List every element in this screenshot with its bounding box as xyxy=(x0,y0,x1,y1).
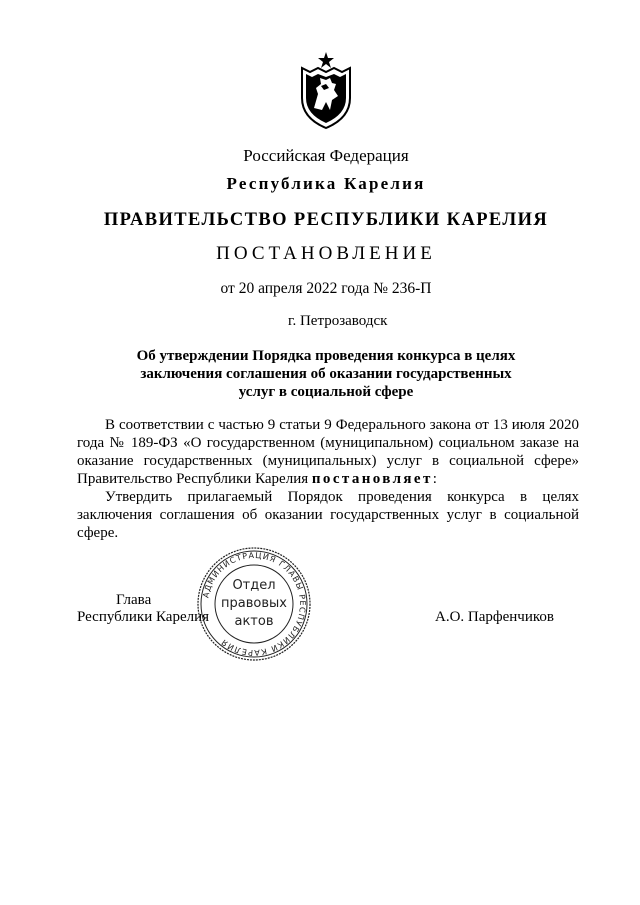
stamp-line: актов xyxy=(234,614,274,629)
document-subject xyxy=(0,347,640,401)
signer-title-line1: Глава xyxy=(116,592,152,608)
subject-line: услуг в социальной сфере xyxy=(238,384,414,400)
legal-department-stamp xyxy=(195,545,313,663)
preamble-paragraph xyxy=(77,416,579,488)
preamble-text: В соответствии с частью 9 статьи 9 Федерального закона от 13 июля 2020 года № 189-ФЗ «О государственном (муниципальном) социальном заказе на оказание государственных (муниципальных) услуг в социальной сфере» Правительство Республики Карелия xyxy=(77,417,579,487)
stamp-outer-text: АДМИНИСТРАЦИЯ ГЛАВЫ РЕСПУБЛИКИ КАРЕЛИЯ xyxy=(201,550,308,658)
karelia-coat-of-arms-icon xyxy=(296,50,356,130)
preamble-colon: : xyxy=(432,471,437,487)
stamp-line: правовых xyxy=(221,596,287,611)
subject-line: Об утверждении Порядка проведения конкурса в целях xyxy=(136,348,516,364)
document-type: ПОСТАНОВЛЕНИЕ xyxy=(216,243,436,264)
resolution-paragraph xyxy=(77,488,579,542)
signer-name: А.О. Парфенчиков xyxy=(435,609,554,625)
government-name: ПРАВИТЕЛЬСТВО РЕСПУБЛИКИ КАРЕЛИЯ xyxy=(103,210,549,230)
document-city: г. Петрозаводск xyxy=(288,313,388,329)
resolution-text: Утвердить прилагаемый Порядок проведения конкурса в целях заключения соглашения об оказании государственных услуг в социальной сфере. xyxy=(77,489,579,541)
republic-name: Республика Карелия xyxy=(226,174,426,193)
document-date-number: от 20 апреля 2022 года № 236-П xyxy=(220,280,432,297)
subject-line: заключения соглашения об оказании государственных xyxy=(140,366,512,382)
signer-title-line2: Республики Карелия xyxy=(77,609,210,625)
country-name: Российская Федерация xyxy=(243,146,409,165)
resolves-word: постановляет xyxy=(311,471,433,487)
stamp-line: Отдел xyxy=(232,578,276,593)
